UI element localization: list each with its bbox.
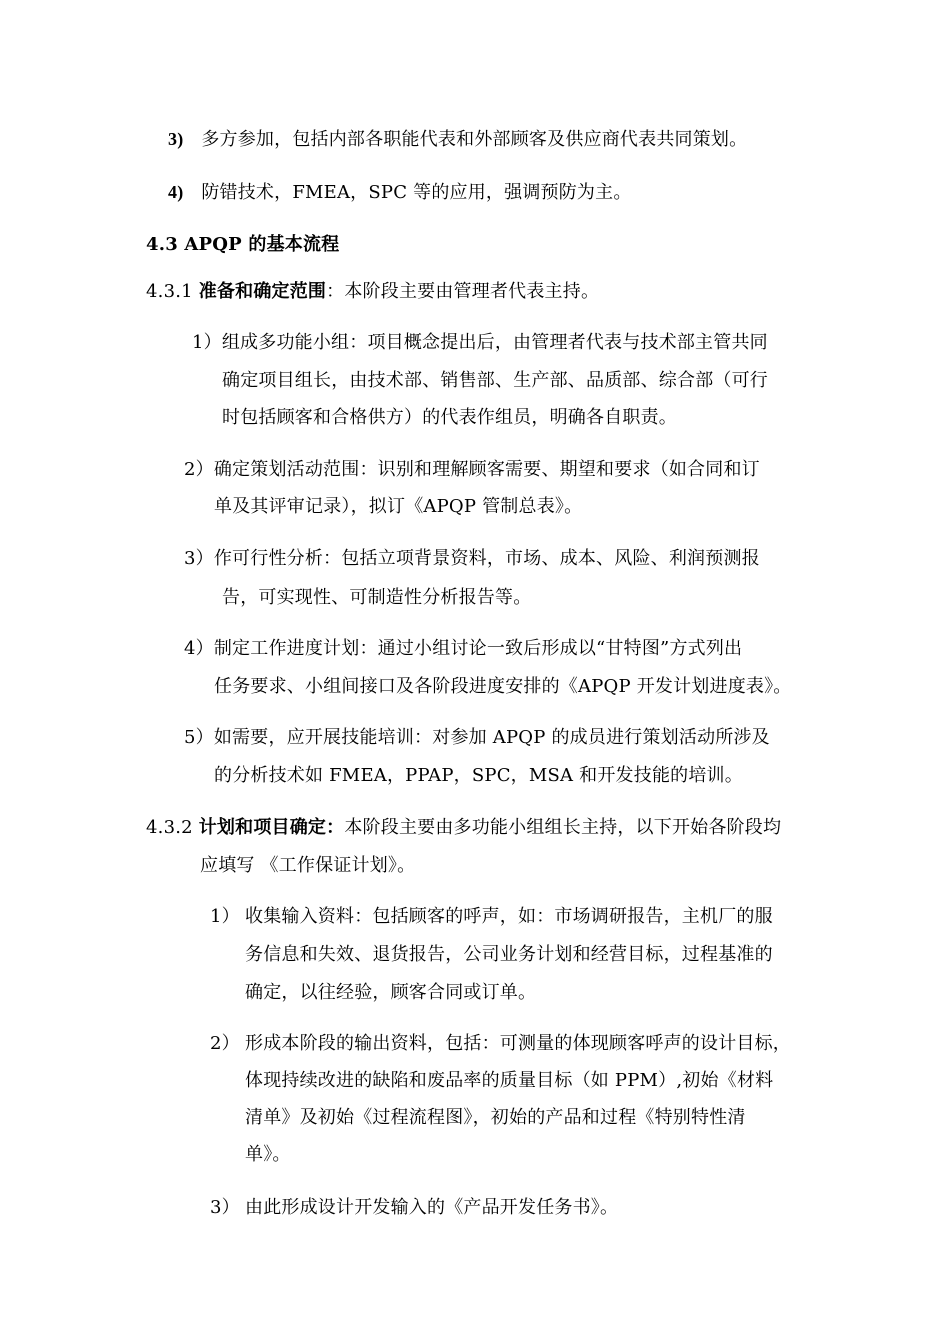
- paragraph-line: 1）组成多功能小组：项目概念提出后，由管理者代表与技术部主管共同: [192, 332, 768, 353]
- subsection-4-3-1: [146, 280, 599, 304]
- list-text: 防错技术，FMEA，SPC 等的应用，强调预防为主。: [201, 182, 632, 203]
- subsection-4-3-2: [146, 816, 781, 840]
- list-number: 4): [168, 182, 184, 202]
- list-number: 3）: [210, 1197, 240, 1218]
- paragraph-line: 清单》及初始《过程流程图》，初始的产品和过程《特别特性清: [245, 1107, 746, 1128]
- subsection-text: ：本阶段主要由管理者代表主持。: [326, 281, 600, 302]
- paragraph-line: 确定，以往经验，顾客合同或订单。: [245, 982, 537, 1003]
- list-item-4: [168, 180, 632, 205]
- list-text: 多方参加，包括内部各职能代表和外部顾客及供应商代表共同策划。: [201, 129, 748, 150]
- paragraph-line: 由此形成设计开发输入的《产品开发任务书》。: [245, 1197, 619, 1218]
- subsection-number: 4.3.1: [146, 281, 199, 302]
- subsection-number: 4.3.2: [146, 817, 199, 838]
- paragraph-line: 务信息和失效、退货报告，公司业务计划和经营目标，过程基准的: [245, 944, 773, 965]
- paragraph-line: 任务要求、小组间接口及各阶段进度安排的《APQP 开发计划进度表》。: [214, 676, 792, 697]
- paragraph-line: 体现持续改进的缺陷和废品率的质量目标（如 PPM）,初始《材料: [245, 1070, 774, 1091]
- paragraph-line: 2）确定策划活动范围：识别和理解顾客需要、期望和要求（如合同和订: [184, 459, 760, 480]
- paragraph-line: 单》。: [245, 1144, 291, 1165]
- list-item-3: [168, 127, 747, 152]
- paragraph-line: 告，可实现性、可制造性分析报告等。: [222, 587, 532, 608]
- subsection-text: 本阶段主要由多功能小组组长主持，以下开始各阶段均: [344, 817, 782, 838]
- subsection-title: 计划和项目确定：: [198, 817, 345, 838]
- paragraph-line: 3）作可行性分析：包括立项背景资料，市场、成本、风险、利润预测报: [184, 548, 760, 569]
- section-heading-4-3: 4.3 APQP 的基本流程: [146, 234, 340, 255]
- paragraph-line: 单及其评审记录），拟订《APQP 管制总表》。: [214, 496, 583, 517]
- paragraph-line: 收集输入资料：包括顾客的呼声，如：市场调研报告，主机厂的服: [245, 906, 773, 927]
- list-number: 1）: [210, 906, 240, 927]
- paragraph-line: 形成本阶段的输出资料，包括：可测量的体现顾客呼声的设计目标，: [245, 1033, 791, 1054]
- list-number: 3): [168, 129, 184, 149]
- list-number: 2）: [210, 1033, 240, 1054]
- paragraph-line: 5）如需要，应开展技能培训：对参加 APQP 的成员进行策划活动所涉及: [184, 727, 770, 748]
- paragraph-line: 应填写 《工作保证计划》。: [200, 855, 416, 876]
- paragraph-line: 的分析技术如 FMEA，PPAP，SPC，MSA 和开发技能的培训。: [214, 765, 743, 786]
- paragraph-line: 确定项目组长，由技术部、销售部、生产部、品质部、综合部（可行: [222, 370, 768, 391]
- subsection-title: 准备和确定范围: [198, 281, 327, 302]
- paragraph-line: 4）制定工作进度计划：通过小组讨论一致后形成以“甘特图”方式列出: [184, 638, 743, 659]
- paragraph-line: 时包括顾客和合格供方）的代表作组员，明确各自职责。: [222, 407, 677, 428]
